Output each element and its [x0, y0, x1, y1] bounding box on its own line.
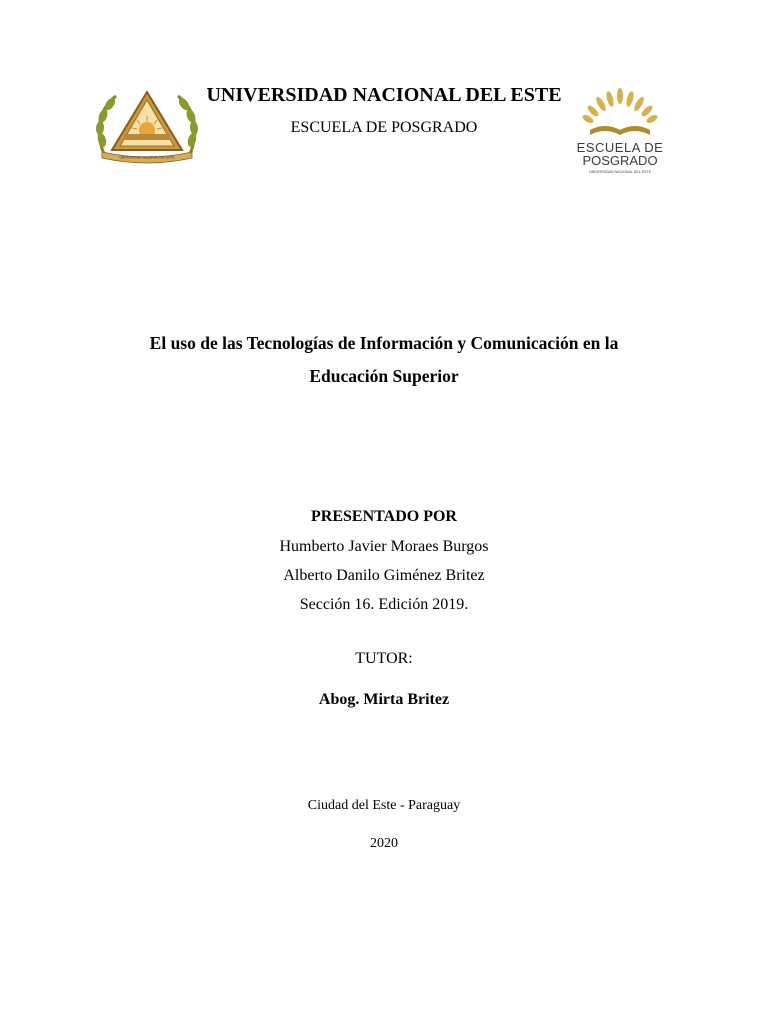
year: 2020 [370, 836, 398, 851]
city-location: Ciudad del Este - Paraguay [307, 798, 461, 813]
seal-ribbon-text: UNIVERSIDAD NACIONAL DEL ESTE [119, 155, 175, 160]
university-name: UNIVERSIDAD NACIONAL DEL ESTE [206, 84, 562, 106]
school-name: ESCUELA DE POSGRADO [290, 119, 478, 136]
school-logo-line3: UNIVERSIDAD NACIONAL DEL ESTE [588, 170, 652, 174]
school-logo-line2: POSGRADO [582, 153, 658, 168]
document-title-line1: El uso de las Tecnologías de Información y Comunicación en la [149, 333, 619, 353]
document-title-line2: Educación Superior [309, 366, 459, 386]
tutor-name: Abog. Mirta Britez [318, 691, 450, 708]
author-name: Alberto Danilo Giménez Britez [283, 567, 485, 584]
author-name: Humberto Javier Moraes Burgos [279, 538, 489, 555]
presented-by-label: PRESENTADO POR [311, 508, 457, 525]
section-edition: Sección 16. Edición 2019. [299, 596, 469, 613]
tutor-label: TUTOR: [355, 650, 413, 667]
school-logo-line1: ESCUELA DE [576, 140, 664, 155]
